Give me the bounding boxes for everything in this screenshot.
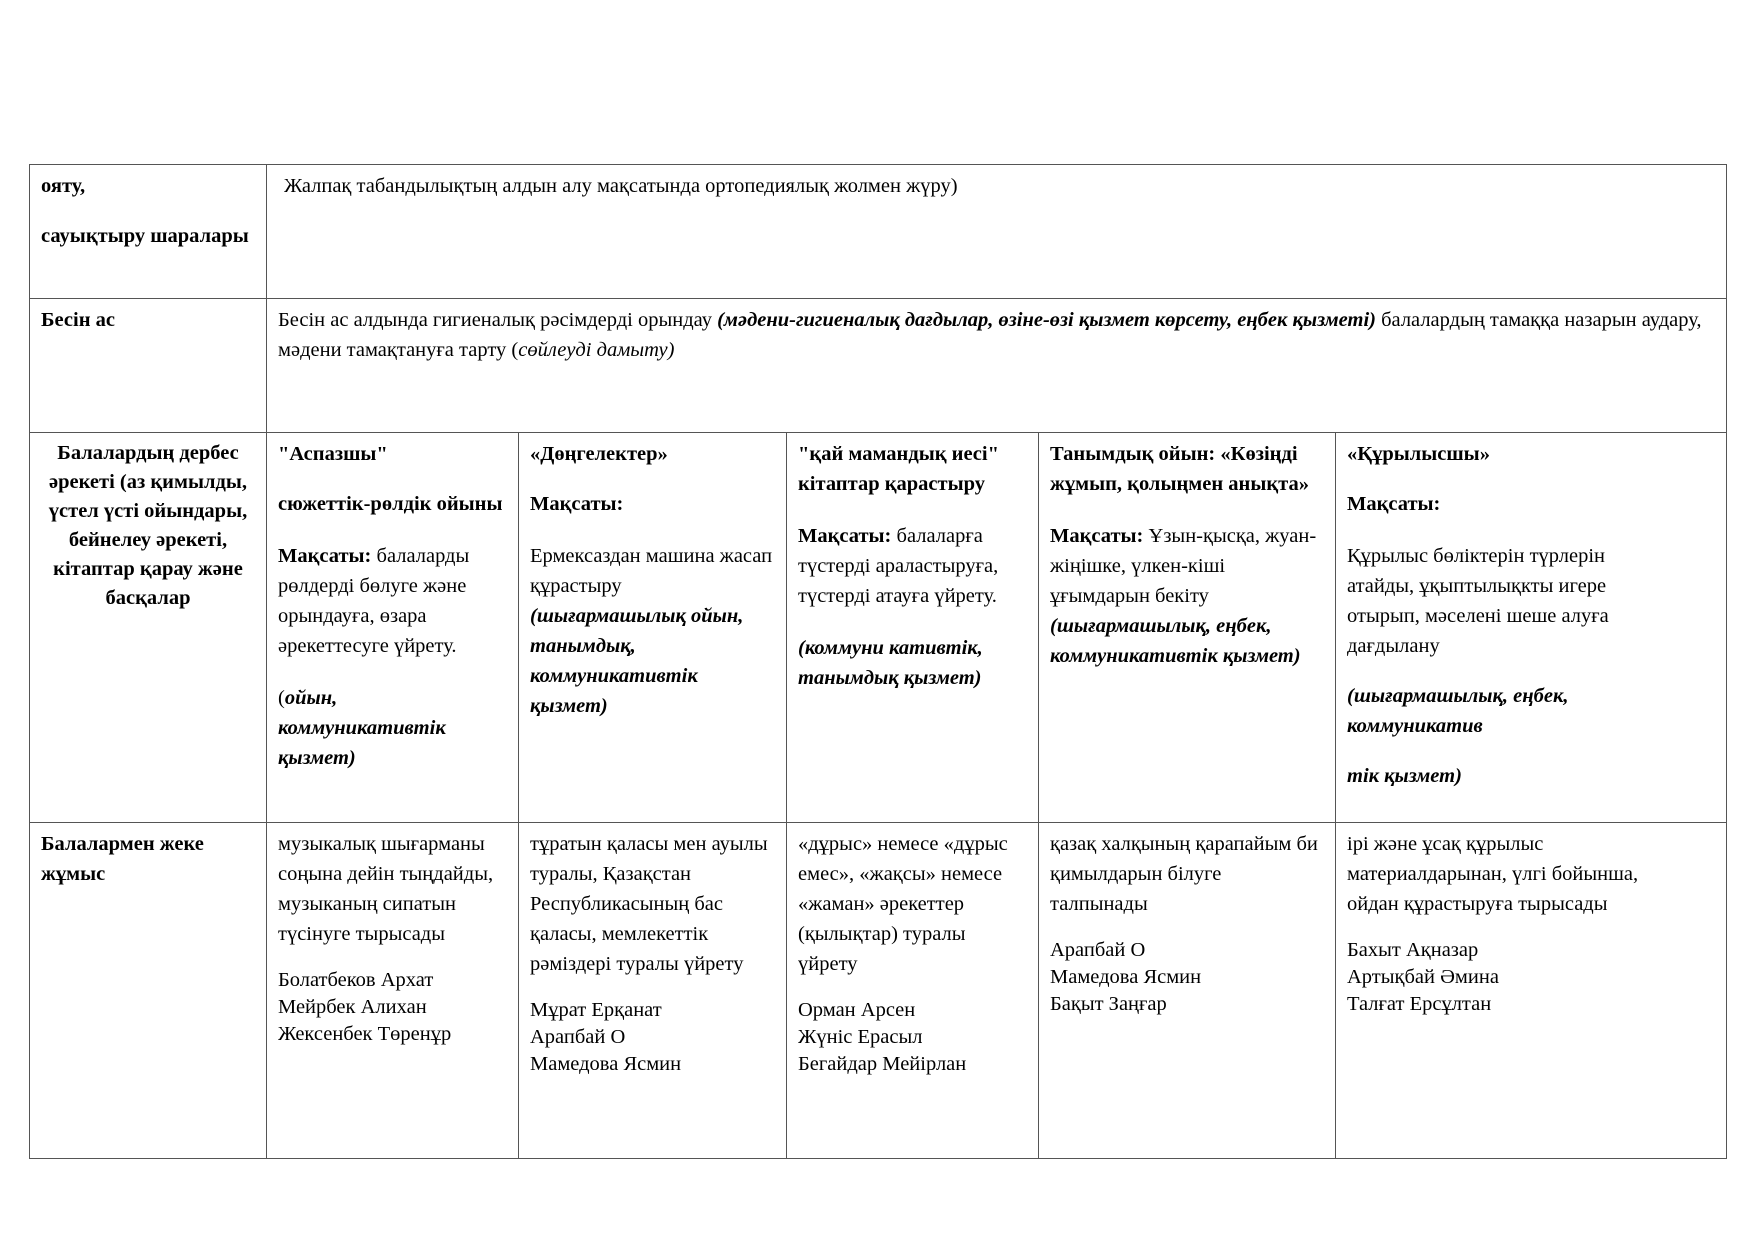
- goal-label: Мақсаты:: [1050, 525, 1144, 547]
- child-names: [798, 997, 1027, 1078]
- cell-goal: [1050, 521, 1324, 611]
- cell-title: «Құрылысшы»: [1347, 443, 1490, 465]
- child-name: Мамедова Ясмин: [1050, 966, 1202, 988]
- child-names: [1347, 937, 1715, 1018]
- goal-text: Ермексаздан машина жасап құрастыру: [530, 545, 773, 597]
- child-name: Арапбай О: [1050, 939, 1146, 961]
- goal-text: Ұзын-қысқа, жуан-жіңішке, үлкен-кіші ұғымдарын бекіту: [1050, 525, 1317, 607]
- row-wakeup: [30, 165, 1727, 299]
- row-label-individual: [30, 823, 267, 1159]
- child-name: Бегайдар Мейірлан: [798, 1053, 967, 1075]
- independent-cell-1: [267, 433, 519, 823]
- cell-goal: [798, 521, 1027, 611]
- activity-text: (шығармашылық ойын, танымдық, коммуникативтік қызмет): [530, 605, 744, 717]
- snack-text-2: балалардың тамаққа назарын аудару, мәдени тамақтануға тарту (: [278, 309, 1702, 361]
- snack-content-cell: [267, 299, 1727, 433]
- snack-activity-2: сөйлеуді дамыту): [518, 339, 675, 361]
- cell-title: Танымдық ойын: «Көзіңді жұмып, қолыңмен анықта»: [1050, 443, 1309, 495]
- activity-text: (шығармашылық, еңбек, коммуникативтік қызмет): [1050, 615, 1301, 667]
- goal-text: Құрылыс бөліктерін түрлерін атайды, ұқыптылықкты игере отырып, мәселені шеше алуға дағдылану: [1347, 545, 1609, 657]
- wakeup-label-line1: ояту,: [41, 175, 86, 197]
- snack-label: Бесін ас: [41, 309, 115, 331]
- goal-label: Мақсаты:: [530, 493, 624, 515]
- row-label-wakeup: [30, 165, 267, 299]
- activity-text: (шығармашылық, еңбек, коммуникатив: [1347, 685, 1569, 737]
- individual-cell-3: [787, 823, 1039, 1159]
- cell-title: «Дөңгелектер»: [530, 443, 668, 465]
- individual-cell-5: [1336, 823, 1727, 1159]
- activity-text-tail: тік қызмет): [1347, 765, 1462, 787]
- child-name: Мамедова Ясмин: [530, 1053, 682, 1075]
- child-name: Талғат Ерсұлтан: [1347, 993, 1492, 1015]
- row-individual-work: [30, 823, 1727, 1159]
- snack-content: [278, 305, 1715, 365]
- independent-cell-2: [519, 433, 787, 823]
- child-name: Орман Арсен: [798, 999, 916, 1021]
- row-snack: [30, 299, 1727, 433]
- wakeup-label-line2: сауықтыру шаралары: [41, 225, 249, 247]
- activity-open: (: [278, 687, 285, 709]
- individual-task: «дұрыс» немесе «дұрыс емес», «жақсы» немесе «жаман» әрекеттер (қылықтар) туралы үйрету: [798, 833, 1008, 975]
- goal-text: балаларды рөлдерді бөлуге және орындауға, өзара әрекеттесуге үйрету.: [278, 545, 470, 657]
- activity-text: ойын, коммуникативтік қызмет): [278, 687, 446, 769]
- cell-title: "қай мамандық иесі" кітаптар қарастыру: [798, 443, 999, 495]
- child-names: [278, 967, 507, 1048]
- goal-label: Мақсаты:: [1347, 493, 1441, 515]
- snack-text-1: Бесін ас алдында гигиеналық рәсімдерді орындау: [278, 309, 718, 331]
- cell-activity: [278, 683, 507, 773]
- independent-label: Балалардың дербес әрекеті (аз қимылды, үстел үсті ойындары, бейнелеу әрекеті, кітаптар қарау және басқалар: [48, 442, 248, 609]
- independent-cell-4: [1039, 433, 1336, 823]
- wakeup-content: Жалпақ табандылықтың алдын алу мақсатында ортопедиялық жолмен жүру): [284, 175, 958, 197]
- child-name: Бақыт Заңғар: [1050, 993, 1167, 1015]
- individual-task: музыкалық шығарманы соңына дейін тыңдайды, музыканың сипатын түсінуге тырысады: [278, 833, 494, 945]
- cell-title: "Аспазшы": [278, 443, 388, 465]
- child-name: Мейрбек Алихан: [278, 996, 427, 1018]
- child-name: Мұрат Ерқанат: [530, 999, 662, 1021]
- independent-cell-5: [1336, 433, 1727, 823]
- individual-task: ірі және ұсақ құрылыс материалдарынан, үлгі бойынша, ойдан құрастыруға тырысады: [1347, 833, 1639, 915]
- individual-label: Балалармен жеке жұмыс: [41, 833, 204, 885]
- goal-text: балаларға түстерді араластыруға, түстерді атауға үйрету.: [798, 525, 999, 607]
- individual-task: қазақ халқының қарапайым би қимылдарын білуге талпынады: [1050, 833, 1318, 915]
- child-name: Жексенбек Төренұр: [278, 1023, 452, 1045]
- snack-activity-1: (мәдени-гигиеналық дағдылар, өзіне-өзі қызмет көрсету, еңбек қызметі): [717, 309, 1376, 331]
- child-names: [1050, 937, 1324, 1018]
- child-name: Болатбеков Архат: [278, 969, 434, 991]
- child-name: Жүніс Ерасыл: [798, 1026, 923, 1048]
- activity-text: (коммуни кативтік, танымдық қызмет): [798, 637, 983, 689]
- row-label-snack: [30, 299, 267, 433]
- individual-cell-4: [1039, 823, 1336, 1159]
- individual-task: тұратын қаласы мен ауылы туралы, Қазақстан Республикасының бас қаласы, мемлекеттік рәміздері туралы үйрету: [530, 833, 768, 975]
- row-independent-activity: [30, 433, 1727, 823]
- child-name: Арапбай О: [530, 1026, 626, 1048]
- cell-subtitle: сюжеттік-рөлдік ойыны: [278, 493, 503, 515]
- child-names: [530, 997, 775, 1078]
- wakeup-content-cell: [267, 165, 1727, 299]
- row-label-independent: [30, 433, 267, 823]
- independent-cell-3: [787, 433, 1039, 823]
- child-name: Артықбай Әмина: [1347, 966, 1499, 988]
- individual-cell-1: [267, 823, 519, 1159]
- cell-goal: [278, 541, 507, 661]
- individual-cell-2: [519, 823, 787, 1159]
- daily-plan-table: [29, 164, 1727, 1159]
- goal-label: Мақсаты:: [798, 525, 892, 547]
- child-name: Бахыт Ақназар: [1347, 939, 1479, 961]
- goal-label: Мақсаты:: [278, 545, 372, 567]
